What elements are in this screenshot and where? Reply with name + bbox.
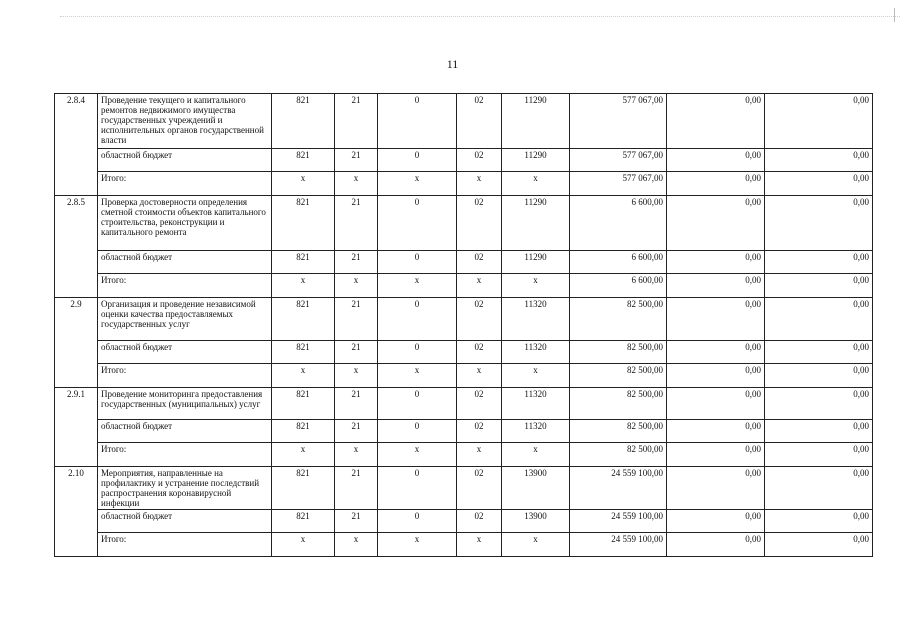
scan-mark: [894, 8, 895, 22]
code-cell-subprogram: 02: [457, 149, 502, 172]
amount-cell-year2: 0,00: [667, 467, 765, 510]
code-cell-target: 11320: [502, 420, 570, 443]
code-cell-grbs: 821: [272, 298, 335, 341]
code-cell-target: 11320: [502, 341, 570, 364]
amount-cell-year1: 6 600,00: [570, 196, 667, 251]
item-number-cell: 2.8.5: [55, 196, 98, 298]
code-cell-target: 13900: [502, 510, 570, 533]
code-cell-section: х: [335, 443, 378, 467]
code-cell-section: 21: [335, 420, 378, 443]
amount-cell-year1: 82 500,00: [570, 298, 667, 341]
amount-cell-year2: 0,00: [667, 298, 765, 341]
code-cell-grbs: х: [272, 533, 335, 557]
name-cell: Итого:: [98, 364, 272, 388]
amount-cell-year3: 0,00: [765, 196, 873, 251]
code-cell-section: 21: [335, 149, 378, 172]
name-cell: Итого:: [98, 443, 272, 467]
name-cell: Проверка достоверности определения сметной стоимости объектов капитального строительства, реконструкции и капитального ремонта: [98, 196, 272, 251]
amount-cell-year2: 0,00: [667, 196, 765, 251]
amount-cell-year3: 0,00: [765, 298, 873, 341]
code-cell-section: 21: [335, 510, 378, 533]
amount-cell-year2: 0,00: [667, 420, 765, 443]
amount-cell-year2: 0,00: [667, 388, 765, 420]
amount-cell-year2: 0,00: [667, 94, 765, 149]
amount-cell-year3: 0,00: [765, 172, 873, 196]
total-row: [55, 364, 873, 388]
amount-cell-year1: 6 600,00: [570, 251, 667, 274]
amount-cell-year3: 0,00: [765, 364, 873, 388]
amount-cell-year2: 0,00: [667, 172, 765, 196]
amount-cell-year1: 82 500,00: [570, 341, 667, 364]
code-cell-section: 21: [335, 94, 378, 149]
code-cell-grbs: 821: [272, 341, 335, 364]
code-cell-program: 0: [378, 94, 457, 149]
measure-row: [55, 196, 873, 251]
code-cell-grbs: 821: [272, 94, 335, 149]
budget-table: [54, 93, 873, 557]
amount-cell-year3: 0,00: [765, 149, 873, 172]
item-number-cell: 2.10: [55, 467, 98, 557]
name-cell: областной бюджет: [98, 420, 272, 443]
code-cell-section: 21: [335, 298, 378, 341]
budget-source-row: [55, 341, 873, 364]
code-cell-target: 11290: [502, 251, 570, 274]
amount-cell-year3: 0,00: [765, 420, 873, 443]
code-cell-target: х: [502, 364, 570, 388]
amount-cell-year2: 0,00: [667, 364, 765, 388]
code-cell-section: х: [335, 274, 378, 298]
code-cell-grbs: х: [272, 274, 335, 298]
measure-row: [55, 467, 873, 510]
code-cell-program: х: [378, 364, 457, 388]
amount-cell-year1: 82 500,00: [570, 388, 667, 420]
amount-cell-year3: 0,00: [765, 341, 873, 364]
name-cell: областной бюджет: [98, 251, 272, 274]
code-cell-target: х: [502, 172, 570, 196]
code-cell-target: 11320: [502, 388, 570, 420]
code-cell-subprogram: х: [457, 274, 502, 298]
name-cell: Итого:: [98, 274, 272, 298]
code-cell-grbs: х: [272, 443, 335, 467]
amount-cell-year3: 0,00: [765, 467, 873, 510]
budget-table-body: [55, 94, 873, 557]
page-number: 11: [446, 57, 459, 71]
code-cell-section: х: [335, 172, 378, 196]
code-cell-program: х: [378, 274, 457, 298]
amount-cell-year3: 0,00: [765, 274, 873, 298]
code-cell-program: 0: [378, 388, 457, 420]
code-cell-subprogram: 02: [457, 251, 502, 274]
budget-source-row: [55, 149, 873, 172]
code-cell-program: 0: [378, 196, 457, 251]
item-number-cell: 2.9.1: [55, 388, 98, 467]
code-cell-program: х: [378, 533, 457, 557]
amount-cell-year1: 6 600,00: [570, 274, 667, 298]
code-cell-subprogram: 02: [457, 467, 502, 510]
code-cell-target: х: [502, 274, 570, 298]
amount-cell-year2: 0,00: [667, 443, 765, 467]
code-cell-target: х: [502, 533, 570, 557]
name-cell: Проведение текущего и капитального ремонтов недвижимого имущества государственных учреждений и исполнительных органов государственной власти: [98, 94, 272, 149]
code-cell-subprogram: х: [457, 533, 502, 557]
amount-cell-year1: 577 067,00: [570, 149, 667, 172]
code-cell-program: 0: [378, 341, 457, 364]
code-cell-program: 0: [378, 298, 457, 341]
code-cell-subprogram: 02: [457, 510, 502, 533]
code-cell-target: х: [502, 443, 570, 467]
code-cell-target: 13900: [502, 467, 570, 510]
amount-cell-year3: 0,00: [765, 251, 873, 274]
name-cell: областной бюджет: [98, 341, 272, 364]
scan-noise-line: [60, 16, 900, 21]
name-cell: Проведение мониторинга предоставления государственных (муниципальных) услуг: [98, 388, 272, 420]
code-cell-target: 11290: [502, 149, 570, 172]
code-cell-grbs: 821: [272, 149, 335, 172]
code-cell-grbs: 821: [272, 467, 335, 510]
total-row: [55, 533, 873, 557]
code-cell-program: 0: [378, 251, 457, 274]
code-cell-target: 11290: [502, 196, 570, 251]
budget-source-row: [55, 251, 873, 274]
item-number-cell: 2.9: [55, 298, 98, 388]
code-cell-section: 21: [335, 388, 378, 420]
name-cell: областной бюджет: [98, 149, 272, 172]
amount-cell-year3: 0,00: [765, 443, 873, 467]
code-cell-section: х: [335, 364, 378, 388]
amount-cell-year3: 0,00: [765, 94, 873, 149]
amount-cell-year1: 82 500,00: [570, 443, 667, 467]
code-cell-program: 0: [378, 420, 457, 443]
code-cell-subprogram: 02: [457, 388, 502, 420]
code-cell-subprogram: х: [457, 364, 502, 388]
code-cell-section: 21: [335, 341, 378, 364]
amount-cell-year2: 0,00: [667, 274, 765, 298]
name-cell: Организация и проведение независимой оценки качества предоставляемых государственных услуг: [98, 298, 272, 341]
code-cell-program: 0: [378, 149, 457, 172]
code-cell-grbs: х: [272, 172, 335, 196]
amount-cell-year1: 82 500,00: [570, 420, 667, 443]
code-cell-program: х: [378, 172, 457, 196]
amount-cell-year1: 82 500,00: [570, 364, 667, 388]
code-cell-subprogram: 02: [457, 94, 502, 149]
amount-cell-year2: 0,00: [667, 251, 765, 274]
code-cell-section: 21: [335, 467, 378, 510]
amount-cell-year1: 577 067,00: [570, 94, 667, 149]
code-cell-subprogram: 02: [457, 298, 502, 341]
measure-row: [55, 94, 873, 149]
name-cell: Итого:: [98, 533, 272, 557]
amount-cell-year1: 577 067,00: [570, 172, 667, 196]
name-cell: областной бюджет: [98, 510, 272, 533]
code-cell-program: 0: [378, 510, 457, 533]
code-cell-subprogram: 02: [457, 420, 502, 443]
total-row: [55, 443, 873, 467]
code-cell-section: 21: [335, 251, 378, 274]
amount-cell-year2: 0,00: [667, 341, 765, 364]
amount-cell-year3: 0,00: [765, 533, 873, 557]
code-cell-grbs: 821: [272, 196, 335, 251]
measure-row: [55, 298, 873, 341]
amount-cell-year2: 0,00: [667, 149, 765, 172]
code-cell-section: 21: [335, 196, 378, 251]
total-row: [55, 172, 873, 196]
amount-cell-year2: 0,00: [667, 510, 765, 533]
amount-cell-year1: 24 559 100,00: [570, 533, 667, 557]
code-cell-grbs: 821: [272, 388, 335, 420]
code-cell-subprogram: х: [457, 172, 502, 196]
amount-cell-year1: 24 559 100,00: [570, 467, 667, 510]
budget-source-row: [55, 420, 873, 443]
budget-source-row: [55, 510, 873, 533]
item-number-cell: 2.8.4: [55, 94, 98, 196]
code-cell-grbs: 821: [272, 251, 335, 274]
code-cell-target: 11290: [502, 94, 570, 149]
name-cell: Итого:: [98, 172, 272, 196]
code-cell-subprogram: х: [457, 443, 502, 467]
code-cell-subprogram: 02: [457, 341, 502, 364]
code-cell-grbs: 821: [272, 510, 335, 533]
total-row: [55, 274, 873, 298]
name-cell: Мероприятия, направленные на профилактику и устранение последствий распространения коронавирусной инфекции: [98, 467, 272, 510]
code-cell-grbs: 821: [272, 420, 335, 443]
measure-row: [55, 388, 873, 420]
amount-cell-year3: 0,00: [765, 388, 873, 420]
amount-cell-year1: 24 559 100,00: [570, 510, 667, 533]
amount-cell-year3: 0,00: [765, 510, 873, 533]
code-cell-subprogram: 02: [457, 196, 502, 251]
code-cell-grbs: х: [272, 364, 335, 388]
code-cell-section: х: [335, 533, 378, 557]
code-cell-program: 0: [378, 467, 457, 510]
amount-cell-year2: 0,00: [667, 533, 765, 557]
code-cell-program: х: [378, 443, 457, 467]
code-cell-target: 11320: [502, 298, 570, 341]
